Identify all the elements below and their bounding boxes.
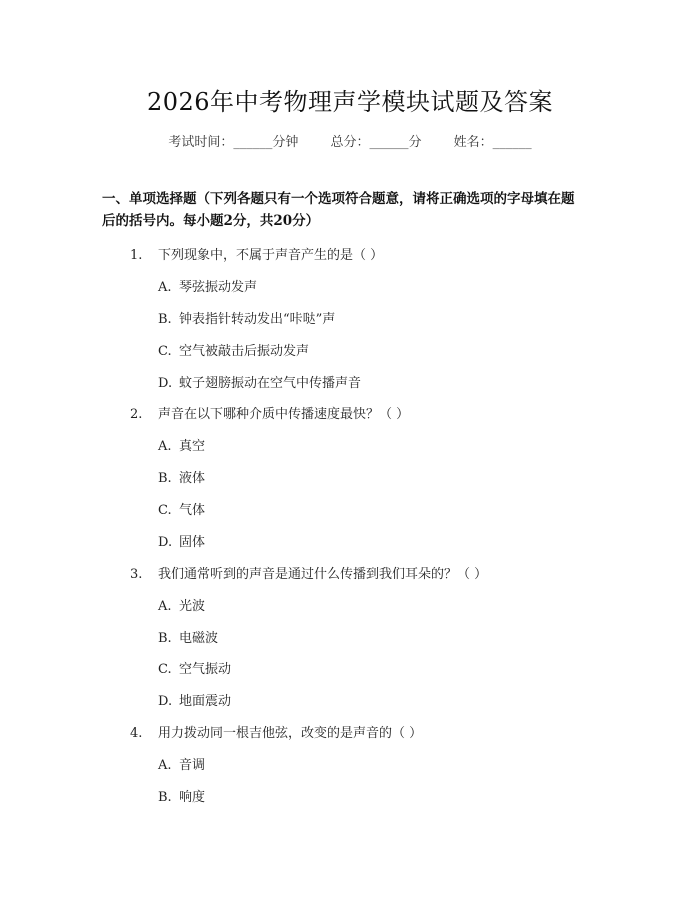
option-text: 真空 [179, 439, 206, 454]
option-text: 固体 [179, 535, 206, 550]
question-number: 1. [130, 248, 143, 263]
question-4 [130, 722, 422, 741]
option-text: 空气振动 [179, 662, 232, 677]
option-text: 钟表指针转动发出“咔哒”声 [179, 312, 336, 327]
option-text: 音调 [179, 758, 206, 773]
option-letter: B. [158, 631, 172, 646]
option-letter: D. [158, 694, 173, 709]
question-4-option-b [158, 786, 205, 805]
student-name-field: 姓名：______ [453, 135, 532, 150]
option-letter: C. [158, 662, 172, 677]
question-2 [130, 403, 409, 422]
option-text: 气体 [179, 503, 206, 518]
section-heading-line1: 一、单项选择题（下列各题只有一个选项符合题意，请将正确选项的字母填在题 [102, 191, 575, 207]
question-text: 下列现象中，不属于声音产生的是（ ） [158, 248, 384, 263]
option-letter: A. [158, 599, 172, 614]
option-letter: D. [158, 376, 173, 391]
option-text: 空气被敲击后振动发声 [179, 344, 310, 359]
option-letter: A. [158, 280, 172, 295]
exam-time-field: 考试时间：______分钟 [168, 135, 299, 150]
option-letter: A. [158, 758, 172, 773]
section-heading-line2: 后的括号内。每小题2分，共20分） [102, 213, 320, 229]
question-text: 用力拨动同一根吉他弦，改变的是声音的（ ） [158, 726, 423, 741]
question-2-option-b [158, 467, 205, 486]
option-text: 光波 [179, 599, 206, 614]
option-text: 琴弦振动发声 [179, 280, 258, 295]
total-score-field: 总分：______分 [330, 135, 422, 150]
option-letter: B. [158, 312, 172, 327]
question-3-option-a [158, 595, 205, 614]
option-text: 液体 [179, 471, 206, 486]
question-3-option-d [158, 690, 231, 709]
option-text: 地面震动 [179, 694, 232, 709]
question-number: 2. [130, 407, 143, 422]
question-number: 4. [130, 726, 143, 741]
question-2-option-a [158, 435, 205, 454]
option-text: 蚊子翅膀振动在空气中传播声音 [179, 376, 362, 391]
page-title: 2026年中考物理声学模块试题及答案 [146, 88, 554, 116]
question-number: 3. [130, 567, 143, 582]
option-text: 响度 [179, 790, 206, 805]
option-letter: A. [158, 439, 172, 454]
question-1-option-c [158, 340, 309, 359]
question-3 [130, 563, 487, 582]
question-1-option-b [158, 308, 335, 327]
exam-meta [0, 131, 700, 150]
option-letter: C. [158, 344, 172, 359]
question-text: 声音在以下哪种介质中传播速度最快？（ ） [158, 407, 410, 422]
option-letter: D. [158, 535, 173, 550]
question-1-option-d [158, 372, 361, 391]
question-2-option-c [158, 499, 205, 518]
question-3-option-b [158, 627, 218, 646]
option-letter: B. [158, 790, 172, 805]
option-letter: B. [158, 471, 172, 486]
section-heading [102, 188, 602, 232]
question-4-option-a [158, 754, 205, 773]
option-letter: C. [158, 503, 172, 518]
option-text: 电磁波 [179, 631, 219, 646]
question-1 [130, 244, 383, 263]
question-text: 我们通常听到的声音是通过什么传播到我们耳朵的？（ ） [158, 567, 488, 582]
question-3-option-c [158, 658, 231, 677]
question-2-option-d [158, 531, 205, 550]
question-1-option-a [158, 276, 257, 295]
